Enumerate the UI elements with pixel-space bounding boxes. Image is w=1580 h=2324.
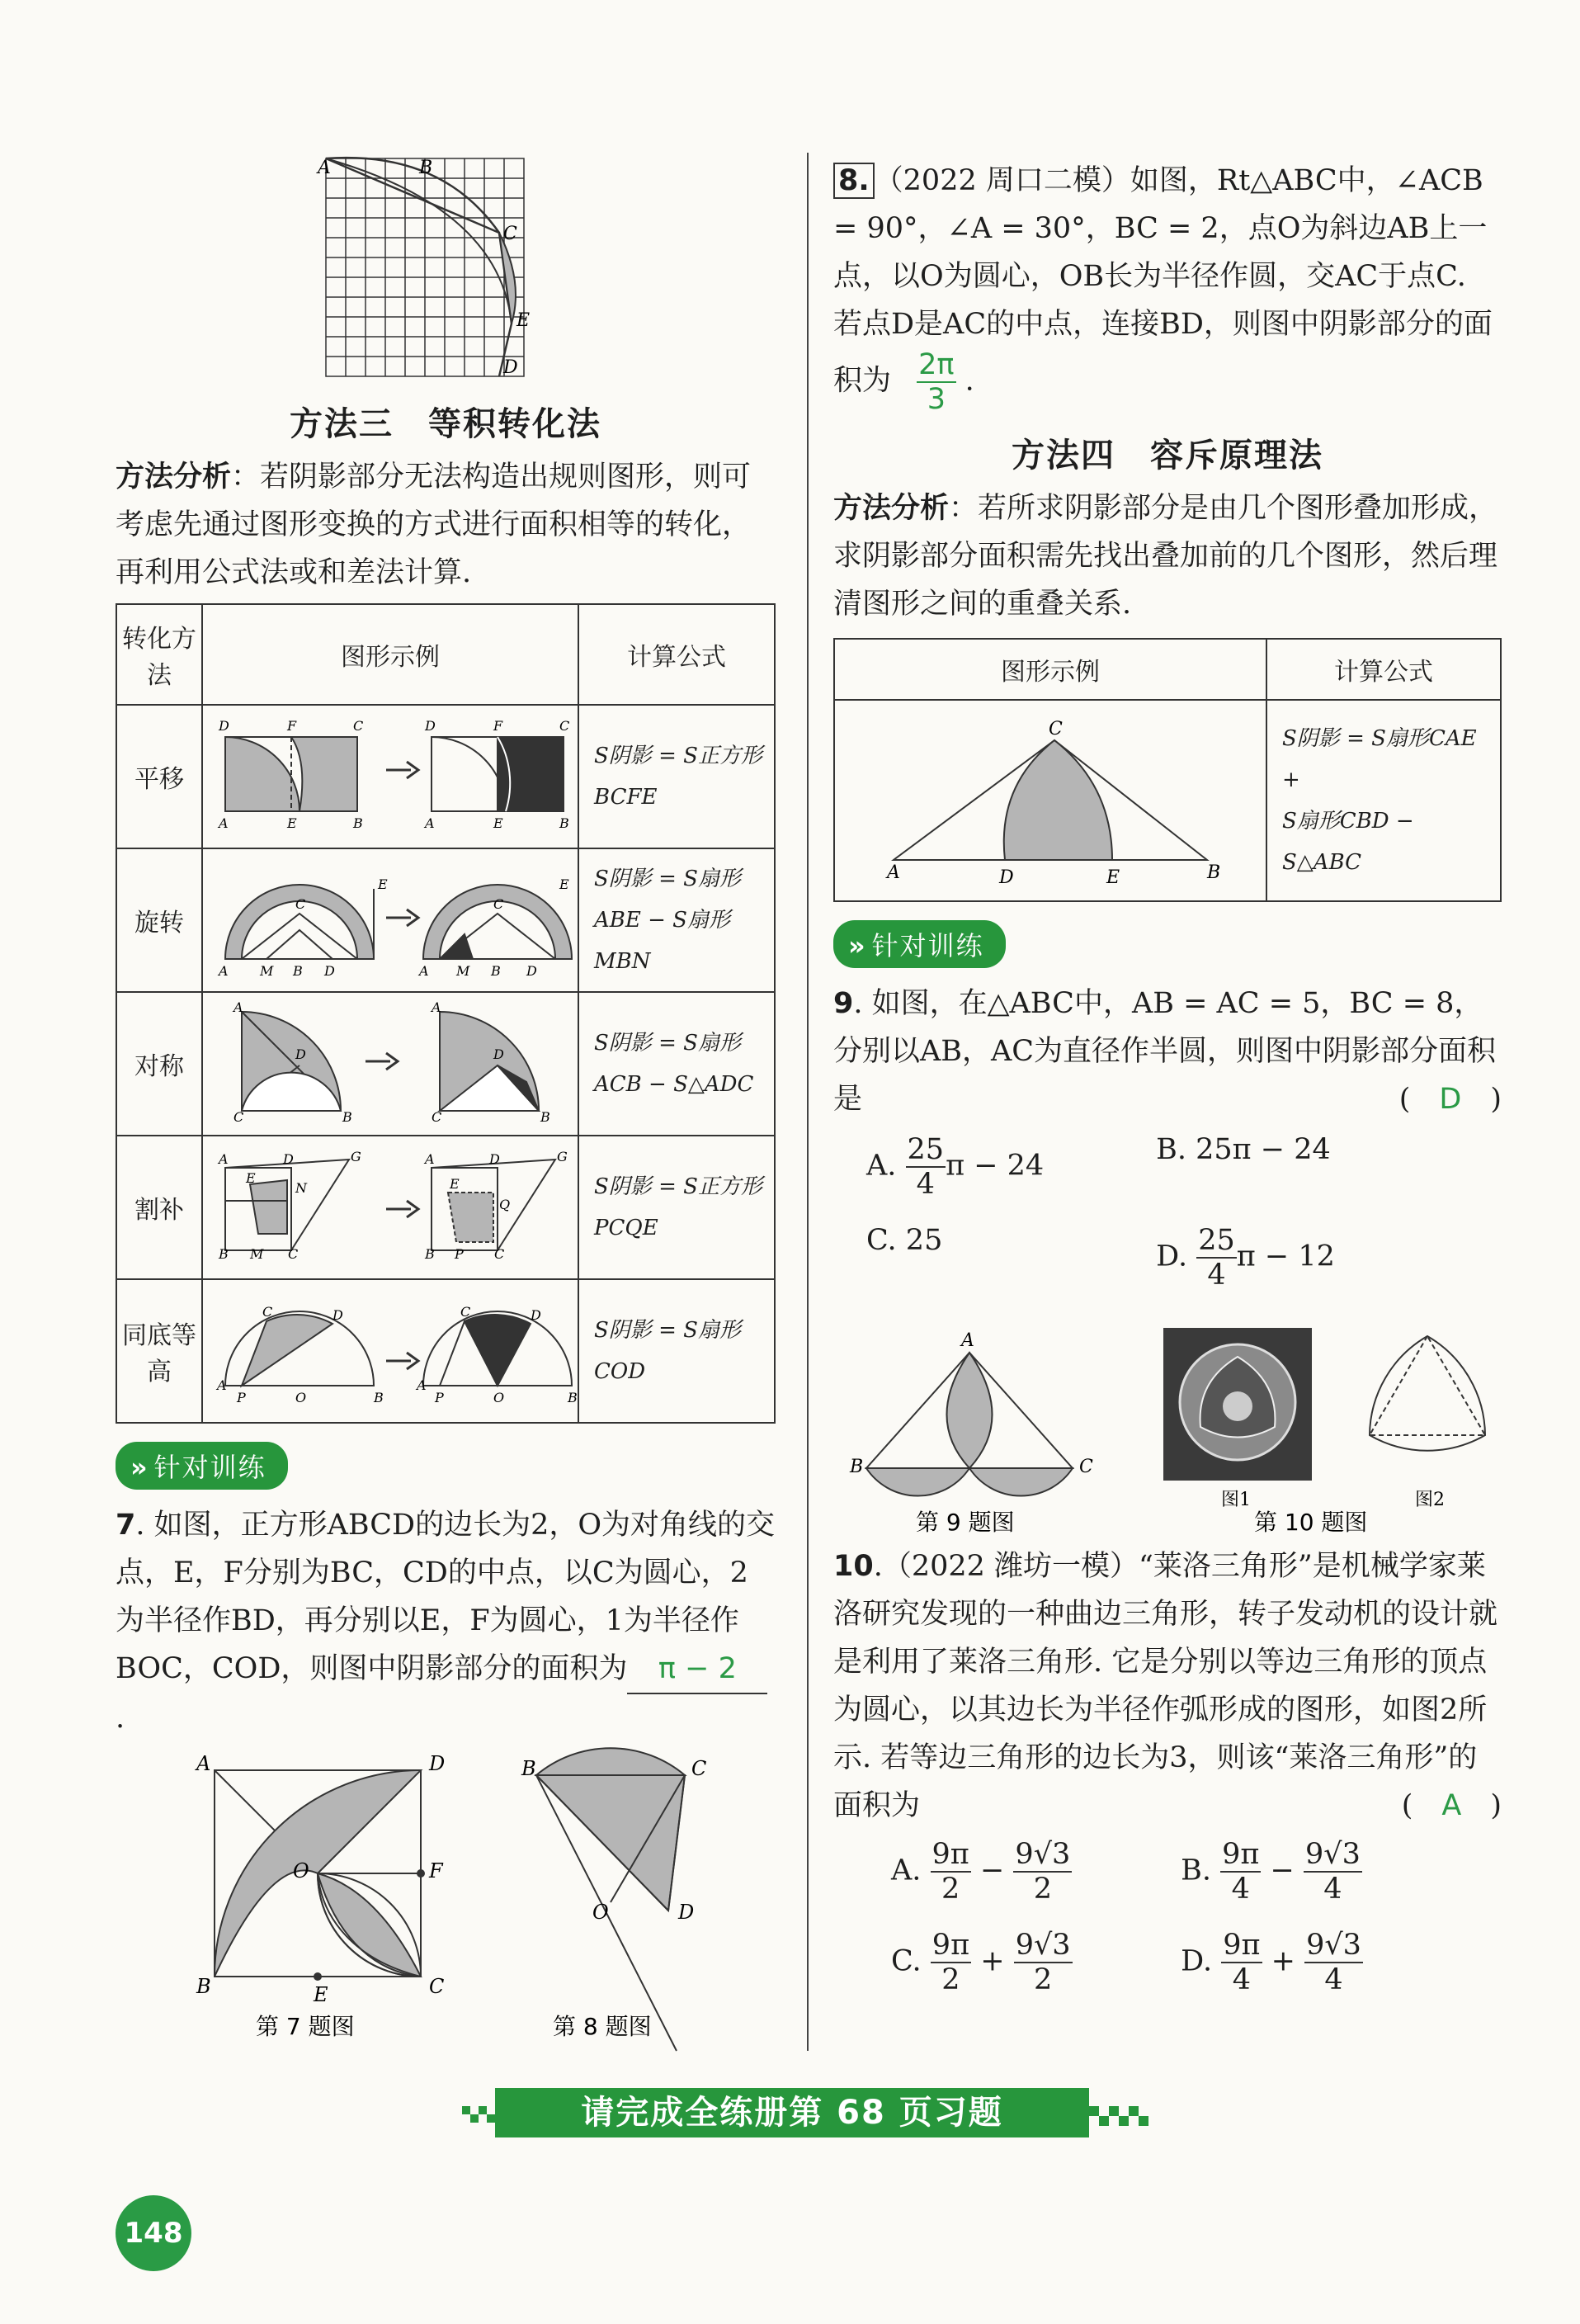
svg-text:A: A bbox=[217, 1377, 227, 1393]
svg-text:A: A bbox=[887, 862, 900, 883]
q9-options bbox=[866, 1133, 1502, 1315]
svg-text:D: D bbox=[324, 962, 335, 979]
q9-option-b: B. 25π − 24 bbox=[1156, 1133, 1331, 1166]
svg-text:A: A bbox=[425, 1150, 435, 1167]
q9-d-den: 4 bbox=[1207, 1259, 1226, 1292]
svg-text:D: D bbox=[219, 717, 229, 734]
svg-text:C: C bbox=[1079, 1457, 1093, 1477]
svg-text:A: A bbox=[961, 1330, 974, 1351]
svg-text:E: E bbox=[246, 1169, 256, 1186]
q9-a-text: π − 24 bbox=[946, 1149, 1045, 1183]
svg-text:O: O bbox=[493, 1389, 505, 1405]
svg-text:A: A bbox=[219, 815, 229, 831]
svg-text:D: D bbox=[489, 1150, 500, 1167]
method3-analysis bbox=[116, 453, 776, 597]
svg-text:B: B bbox=[219, 1245, 229, 1262]
svg-text:B: B bbox=[425, 1245, 435, 1262]
q8-answer bbox=[917, 348, 955, 416]
svg-text:A: A bbox=[432, 999, 441, 1015]
svg-text:E: E bbox=[516, 310, 531, 331]
training-tag-label: 针对训练 bbox=[871, 930, 984, 961]
svg-text:B: B bbox=[540, 1108, 550, 1125]
svg-text:B: B bbox=[559, 815, 569, 831]
row-name: 平移 bbox=[116, 705, 202, 848]
table-header-row bbox=[116, 604, 775, 705]
fig10-label-1: 图1 bbox=[1221, 1490, 1251, 1510]
row-formula: S阴影 = S扇形ACB − S△ADC bbox=[578, 992, 775, 1136]
svg-text:C: C bbox=[493, 895, 504, 912]
grid-figure bbox=[116, 149, 776, 388]
cut-fill-figure bbox=[209, 1143, 572, 1267]
svg-text:E: E bbox=[559, 876, 569, 892]
fig10-caption: 第 10 题图 bbox=[1254, 1509, 1368, 1536]
svg-text:A: A bbox=[196, 1752, 211, 1775]
svg-text:B: B bbox=[293, 962, 303, 979]
svg-text:C: C bbox=[503, 224, 517, 244]
svg-text:D: D bbox=[678, 1901, 695, 1924]
q10-text: .（2022 潍坊一模）“莱洛三角形”是机械学家莱洛研究发现的一种曲边三角形，转子发动机的设计就是利用了莱洛三角形. 它是分别以等边三角形的顶点为圆心，以其边长为半径作弧形成的图形，如图2所示. 若等边三角形的边长为3，则该“莱洛三角形”的面积为 bbox=[833, 1550, 1498, 1822]
row-name: 对称 bbox=[116, 992, 202, 1136]
q9-answer-bracket: ( D ) bbox=[1398, 1083, 1502, 1116]
row-formula: S阴影 = S正方形PCQE bbox=[578, 1136, 775, 1279]
q9-number: 9 bbox=[833, 987, 854, 1020]
svg-text:F: F bbox=[493, 717, 503, 734]
table-row bbox=[834, 700, 1501, 901]
footer-banner: 请完成全练册第 68 页习题 bbox=[495, 2088, 1089, 2137]
method4-label: 方法分析 bbox=[833, 492, 950, 525]
svg-text:E: E bbox=[314, 1983, 328, 2006]
svg-text:B: B bbox=[342, 1108, 352, 1125]
q9-option-d: D. $\frac{25}{4}$ π − 12 bbox=[1156, 1224, 1335, 1292]
q10-options bbox=[891, 1838, 1502, 2019]
svg-text:F: F bbox=[429, 1859, 443, 1882]
method3-title: 方法三 等积转化法 bbox=[290, 405, 601, 443]
question-10 bbox=[833, 1542, 1502, 1830]
svg-text:C: C bbox=[460, 1303, 471, 1320]
svg-text:D: D bbox=[531, 1306, 541, 1323]
q10-number: 10 bbox=[833, 1550, 874, 1583]
q9-d-text: π − 12 bbox=[1236, 1240, 1335, 1273]
q8-answer-numerator: 2π bbox=[918, 348, 955, 381]
q7-number: 7 bbox=[116, 1509, 136, 1542]
q7-answer: π − 2 bbox=[627, 1645, 767, 1694]
q10-answer-bracket: ( A ) bbox=[1401, 1789, 1502, 1822]
svg-text:E: E bbox=[378, 876, 388, 892]
table-row bbox=[116, 1136, 775, 1279]
fig8-caption: 第 8 题图 bbox=[553, 2013, 652, 2040]
svg-text:B: B bbox=[353, 815, 363, 831]
figures-7-8 bbox=[116, 1754, 776, 2084]
q9-option-a: A. $\frac{25}{4}$ π − 24 bbox=[866, 1133, 1045, 1201]
svg-text:A: A bbox=[233, 999, 243, 1015]
col-figure: 图形示例 bbox=[834, 639, 1266, 700]
q8-answer-denominator: 3 bbox=[927, 383, 946, 416]
banner-checker-right bbox=[1089, 2106, 1155, 2126]
row-formula: S阴影 = S正方形BCFE bbox=[578, 705, 775, 848]
svg-text:C: C bbox=[295, 895, 306, 912]
svg-text:C: C bbox=[233, 1108, 244, 1125]
col-formula: 计算公式 bbox=[578, 604, 775, 705]
svg-text:C: C bbox=[1049, 718, 1063, 739]
table-row bbox=[116, 848, 775, 992]
method4-analysis bbox=[833, 484, 1502, 628]
formula-line-1: S阴影 = S扇形CAE + bbox=[1282, 726, 1477, 792]
q9-option-c: C. 25 bbox=[866, 1224, 943, 1257]
svg-text:F: F bbox=[287, 717, 297, 734]
q9-c-text: 25 bbox=[905, 1224, 943, 1257]
row-formula: S阴影 = S扇形COD bbox=[578, 1279, 775, 1423]
table-header-row bbox=[834, 639, 1501, 700]
col-figure: 图形示例 bbox=[202, 604, 578, 705]
svg-text:C: C bbox=[432, 1108, 442, 1125]
svg-text:D: D bbox=[999, 867, 1014, 888]
q8-number: 8. bbox=[833, 163, 875, 199]
svg-text:P: P bbox=[237, 1389, 246, 1405]
svg-text:A: A bbox=[425, 815, 435, 831]
table-row bbox=[116, 1279, 775, 1423]
same-base-figure bbox=[209, 1287, 578, 1410]
symmetry-figure bbox=[209, 999, 572, 1123]
inclusion-exclusion-figure bbox=[844, 703, 1257, 893]
svg-text:O: O bbox=[293, 1859, 309, 1882]
right-column bbox=[833, 149, 1502, 2019]
svg-text:M: M bbox=[250, 1245, 264, 1262]
svg-text:E: E bbox=[287, 815, 297, 831]
svg-text:G: G bbox=[351, 1148, 361, 1164]
svg-text:D: D bbox=[283, 1150, 294, 1167]
column-divider bbox=[807, 153, 809, 2051]
training-tag-left bbox=[116, 1442, 288, 1490]
svg-text:B: B bbox=[491, 962, 501, 979]
svg-text:A: A bbox=[417, 1377, 427, 1393]
svg-text:G: G bbox=[557, 1148, 568, 1164]
svg-text:B: B bbox=[850, 1457, 864, 1477]
q7-text: . 如图，正方形ABCD的边长为2，O为对角线的交点，E，F分别为BC，CD的中点，以C为圆心，2为半径作BD，再分别以E，F为圆心，1为半径作BOC，COD，则图中阴影部分的面积为 bbox=[116, 1509, 776, 1685]
svg-text:M: M bbox=[456, 962, 470, 979]
left-column bbox=[116, 149, 776, 2087]
q9-b-text: 25π − 24 bbox=[1196, 1133, 1331, 1166]
q10-option-b: B. $\frac{9\pi}{4}$ − $\frac{9√3}{4}$ bbox=[1181, 1838, 1361, 1906]
svg-text:P: P bbox=[435, 1389, 444, 1405]
svg-text:C: C bbox=[288, 1245, 299, 1262]
svg-text:O: O bbox=[592, 1901, 609, 1924]
svg-text:D: D bbox=[429, 1752, 446, 1775]
q8-text: （2022 周口二模）如图，Rt△ABC中，∠ACB = 90°，∠A = 30°，BC = 2，点O为斜边AB上一点，以O为圆心，OB长为半径作圆，交AC于点C. 若点D是AC的中点，连接BD，则图中阴影部分的面积为 bbox=[833, 164, 1493, 398]
svg-text:A: A bbox=[219, 1150, 229, 1167]
svg-text:C: C bbox=[559, 717, 570, 734]
q9-d-num: 25 bbox=[1198, 1224, 1235, 1257]
rotate-figure bbox=[209, 856, 572, 980]
svg-text:D: D bbox=[295, 1046, 306, 1062]
table-row bbox=[116, 992, 775, 1136]
q9-a-num: 25 bbox=[907, 1133, 945, 1166]
svg-text:N: N bbox=[295, 1179, 307, 1196]
method3-text: ：若阴影部分无法构造出规则图形，则可考虑先通过图形变换的方式进行面积相等的转化，再利用公式法或和差法计算. bbox=[116, 461, 752, 589]
row-formula: S阴影 = S扇形ABE − S扇形MBN bbox=[578, 848, 775, 992]
svg-text:B: B bbox=[196, 1975, 211, 1998]
method4-text: ：若所求阴影部分是由几个图形叠加形成，求阴影部分面积需先找出叠加前的几个图形，然后理清图形之间的重叠关系. bbox=[833, 492, 1498, 621]
svg-text:E: E bbox=[1106, 867, 1120, 888]
svg-text:B: B bbox=[1207, 862, 1221, 883]
fig10-label-2: 图2 bbox=[1415, 1490, 1445, 1510]
double-chevron-icon: » bbox=[848, 930, 867, 961]
page-number: 148 bbox=[116, 2195, 191, 2271]
translate-figure bbox=[209, 712, 572, 836]
banner-checker-left bbox=[462, 2106, 495, 2126]
row-name: 同底等高 bbox=[116, 1279, 202, 1423]
fig9-caption: 第 9 题图 bbox=[916, 1509, 1015, 1536]
question-7: 7. 如图，正方形ABCD的边长为2，O为对角线的交点，E，F分别为BC，CD的中点，以C为圆心，2为半径作BD，再分别以E，F为圆心，1为半径作BOC，COD，则图中阴影部分的面积为 π − 2. bbox=[116, 1509, 776, 1735]
training-tag-label: 针对训练 bbox=[153, 1452, 266, 1483]
svg-text:D: D bbox=[425, 717, 436, 734]
svg-text:A: A bbox=[419, 962, 429, 979]
fig7-caption: 第 7 题图 bbox=[256, 2013, 355, 2040]
figures-9-10 bbox=[833, 1320, 1502, 1534]
row-name: 旋转 bbox=[116, 848, 202, 992]
svg-text:M: M bbox=[260, 962, 274, 979]
q10-option-c: C. $\frac{9\pi}{2}$ + $\frac{9√3}{2}$ bbox=[891, 1929, 1071, 1996]
method4-title: 方法四 容斥原理法 bbox=[1012, 437, 1323, 475]
question-9 bbox=[833, 980, 1502, 1123]
formula-line-2: S扇形CBD − S△ABC bbox=[1282, 809, 1414, 875]
q9-a-den: 4 bbox=[916, 1168, 935, 1201]
svg-text:C: C bbox=[353, 717, 364, 734]
svg-text:C: C bbox=[691, 1757, 707, 1780]
svg-text:B: B bbox=[568, 1389, 578, 1405]
svg-text:D: D bbox=[503, 357, 518, 378]
method3-table bbox=[116, 603, 776, 1424]
q9-answer: D bbox=[1439, 1083, 1462, 1116]
method3-label: 方法分析 bbox=[116, 461, 232, 494]
q9-text: . 如图，在△ABC中，AB = AC = 5，BC = 8，分别以AB，AC为直径作半圆，则图中阴影部分面积是 bbox=[833, 987, 1497, 1116]
question-8: 8. （2022 周口二模）如图，Rt△ABC中，∠ACB = 90°，∠A = 30°，BC = 2，点O为斜边AB上一点，以O为圆心，OB长为半径作圆，交AC于点C. 若点D是AC的中点，连接BD，则图中阴影部分的面积为 $\frac{2\pi}{3}$ . bbox=[833, 164, 1493, 416]
svg-text:Q: Q bbox=[499, 1196, 511, 1212]
svg-text:E: E bbox=[493, 815, 503, 831]
method4-table bbox=[833, 638, 1502, 902]
svg-text:P: P bbox=[455, 1245, 464, 1262]
col-formula: 计算公式 bbox=[1266, 639, 1501, 700]
row-name: 割补 bbox=[116, 1136, 202, 1279]
svg-text:D: D bbox=[526, 962, 537, 979]
svg-text:B: B bbox=[521, 1757, 536, 1780]
q10-option-a: A. $\frac{9\pi}{2}$ − $\frac{9√3}{2}$ bbox=[891, 1838, 1071, 1906]
svg-text:O: O bbox=[295, 1389, 307, 1405]
double-chevron-icon: » bbox=[130, 1452, 149, 1483]
svg-text:E: E bbox=[450, 1175, 460, 1192]
col-method: 转化方法 bbox=[116, 604, 202, 705]
svg-text:D: D bbox=[493, 1046, 504, 1062]
q10-answer: A bbox=[1441, 1789, 1462, 1822]
svg-text:C: C bbox=[429, 1975, 445, 1998]
q10-option-d: D. $\frac{9\pi}{4}$ + $\frac{9√3}{4}$ bbox=[1181, 1929, 1361, 1996]
svg-text:B: B bbox=[374, 1389, 384, 1405]
svg-text:A: A bbox=[318, 158, 331, 178]
table-row bbox=[116, 705, 775, 848]
svg-text:A: A bbox=[219, 962, 229, 979]
training-tag-right bbox=[833, 920, 1006, 968]
svg-text:C: C bbox=[494, 1245, 505, 1262]
svg-text:C: C bbox=[262, 1303, 273, 1320]
svg-text:B: B bbox=[419, 158, 433, 178]
svg-text:D: D bbox=[333, 1306, 343, 1323]
